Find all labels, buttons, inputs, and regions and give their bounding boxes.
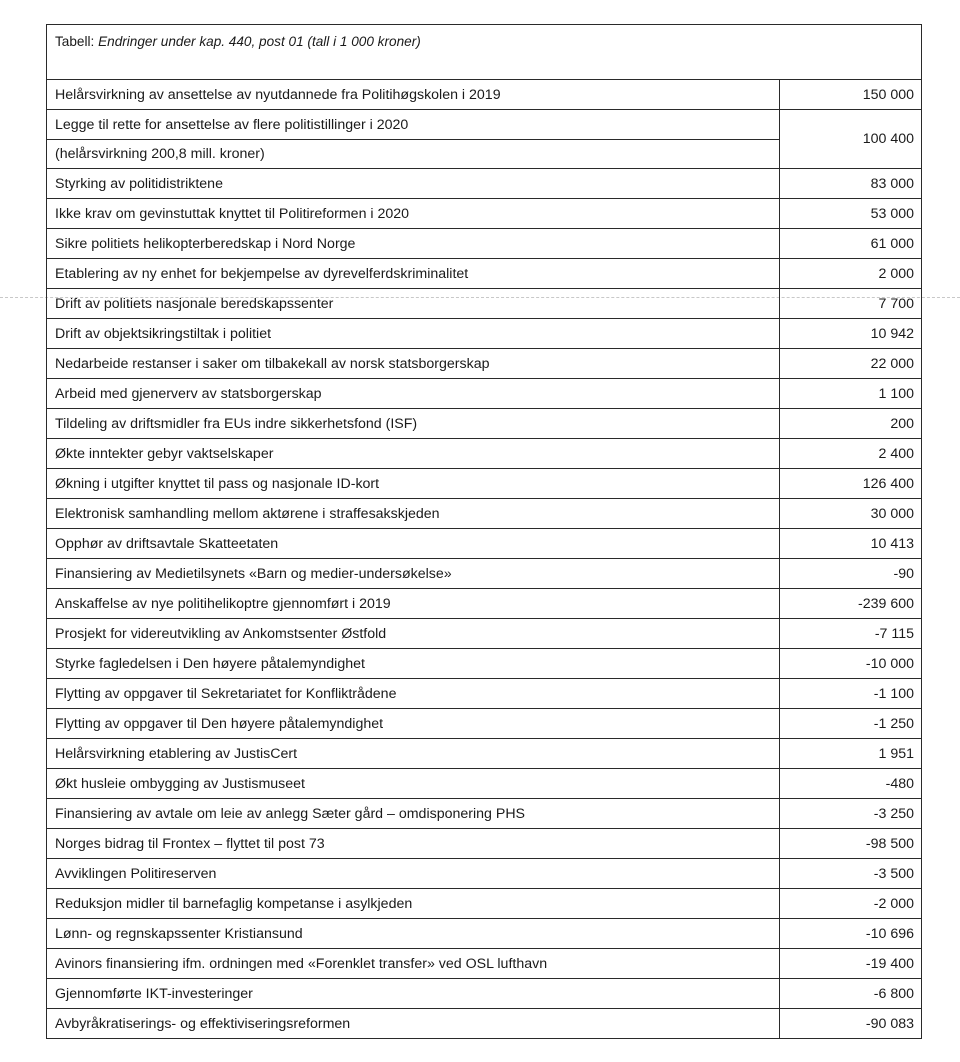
- row-amount: 83 000: [780, 169, 922, 199]
- table-row: [47, 919, 922, 949]
- row-description: Avinors finansiering ifm. ordningen med «Forenklet transfer» ved OSL lufthavn: [47, 949, 780, 979]
- table-row: [47, 769, 922, 799]
- row-amount: -3 500: [780, 859, 922, 889]
- table-row: [47, 379, 922, 409]
- table-row: [47, 679, 922, 709]
- row-description: Gjennomførte IKT-investeringer: [47, 979, 780, 1009]
- row-amount: -3 250: [780, 799, 922, 829]
- row-description: Opphør av driftsavtale Skatteetaten: [47, 529, 780, 559]
- row-description: Finansiering av avtale om leie av anlegg Sæter gård – omdisponering PHS: [47, 799, 780, 829]
- row-amount: 200: [780, 409, 922, 439]
- table-row: [47, 409, 922, 439]
- row-description: Drift av politiets nasjonale beredskapssenter: [47, 289, 780, 319]
- caption-label: Tabell:: [55, 34, 99, 49]
- caption-title: Endringer under kap. 440, post 01 (tall i 1 000 kroner): [98, 34, 421, 49]
- table-row: [47, 619, 922, 649]
- row-amount: 1 951: [780, 739, 922, 769]
- row-description: Norges bidrag til Frontex – flyttet til post 73: [47, 829, 780, 859]
- table-row: [47, 259, 922, 289]
- row-amount: 126 400: [780, 469, 922, 499]
- row-description: Helårsvirkning etablering av JustisCert: [47, 739, 780, 769]
- row-amount: -1 250: [780, 709, 922, 739]
- table-row: [47, 979, 922, 1009]
- row-amount: 1 100: [780, 379, 922, 409]
- table-body: [47, 25, 922, 1039]
- row-description: Avviklingen Politireserven: [47, 859, 780, 889]
- row-amount: -90: [780, 559, 922, 589]
- table-row: [47, 80, 922, 110]
- table-row: [47, 229, 922, 259]
- row-description: Flytting av oppgaver til Den høyere påtalemyndighet: [47, 709, 780, 739]
- row-description: Sikre politiets helikopterberedskap i Nord Norge: [47, 229, 780, 259]
- row-description: Anskaffelse av nye politihelikoptre gjennomført i 2019: [47, 589, 780, 619]
- table-row: [47, 799, 922, 829]
- table-row: [47, 559, 922, 589]
- table-row: [47, 709, 922, 739]
- row-amount: 100 400: [780, 110, 922, 169]
- row-description-line: (helårsvirkning 200,8 mill. kroner): [47, 139, 779, 168]
- row-amount: -480: [780, 769, 922, 799]
- row-description: Helårsvirkning av ansettelse av nyutdannede fra Politihøgskolen i 2019: [47, 80, 780, 110]
- table-row: [47, 199, 922, 229]
- row-description: Lønn- og regnskapssenter Kristiansund: [47, 919, 780, 949]
- row-amount: -2 000: [780, 889, 922, 919]
- row-amount: 10 942: [780, 319, 922, 349]
- row-description-line: Legge til rette for ansettelse av flere politistillinger i 2020: [55, 116, 409, 133]
- row-description: Finansiering av Medietilsynets «Barn og medier-undersøkelse»: [47, 559, 780, 589]
- row-description: Økte inntekter gebyr vaktselskaper: [47, 439, 780, 469]
- row-description: Tildeling av driftsmidler fra EUs indre sikkerhetsfond (ISF): [47, 409, 780, 439]
- table-row: [47, 349, 922, 379]
- table-row: [47, 439, 922, 469]
- row-description: Ikke krav om gevinstuttak knyttet til Politireformen i 2020: [47, 199, 780, 229]
- caption-row: [47, 25, 922, 80]
- row-amount: 61 000: [780, 229, 922, 259]
- row-amount: 2 000: [780, 259, 922, 289]
- table-caption: [47, 25, 922, 80]
- row-amount: 10 413: [780, 529, 922, 559]
- row-description: Økning i utgifter knyttet til pass og nasjonale ID-kort: [47, 469, 780, 499]
- row-amount: 2 400: [780, 439, 922, 469]
- table-row: [47, 649, 922, 679]
- row-amount: -239 600: [780, 589, 922, 619]
- row-description: Nedarbeide restanser i saker om tilbakekall av norsk statsborgerskap: [47, 349, 780, 379]
- table-row: [47, 739, 922, 769]
- table-row: [47, 169, 922, 199]
- row-amount: 22 000: [780, 349, 922, 379]
- row-description: Reduksjon midler til barnefaglig kompetanse i asylkjeden: [47, 889, 780, 919]
- table-row: [47, 1009, 922, 1039]
- row-description: [47, 110, 780, 169]
- table-row: [47, 499, 922, 529]
- table-row: [47, 889, 922, 919]
- row-description: Styrke fagledelsen i Den høyere påtalemyndighet: [47, 649, 780, 679]
- row-description: Etablering av ny enhet for bekjempelse av dyrevelferdskriminalitet: [47, 259, 780, 289]
- table-row: [47, 589, 922, 619]
- row-amount: -98 500: [780, 829, 922, 859]
- row-description: Drift av objektsikringstiltak i politiet: [47, 319, 780, 349]
- row-description: Styrking av politidistriktene: [47, 169, 780, 199]
- budget-changes-table: [46, 24, 922, 1039]
- row-description: Økt husleie ombygging av Justismuseet: [47, 769, 780, 799]
- table-row: [47, 319, 922, 349]
- row-amount: -7 115: [780, 619, 922, 649]
- row-amount: 53 000: [780, 199, 922, 229]
- table-row: [47, 289, 922, 319]
- row-description: Prosjekt for videreutvikling av Ankomstsenter Østfold: [47, 619, 780, 649]
- row-amount: -10 000: [780, 649, 922, 679]
- row-amount: -19 400: [780, 949, 922, 979]
- table-row: [47, 949, 922, 979]
- table-row: [47, 469, 922, 499]
- row-amount: 150 000: [780, 80, 922, 110]
- row-amount: -1 100: [780, 679, 922, 709]
- row-amount: -6 800: [780, 979, 922, 1009]
- row-description: Elektronisk samhandling mellom aktørene i straffesakskjeden: [47, 499, 780, 529]
- row-amount: -10 696: [780, 919, 922, 949]
- row-description: Avbyråkratiserings- og effektiviseringsreformen: [47, 1009, 780, 1039]
- row-description: Arbeid med gjenerverv av statsborgerskap: [47, 379, 780, 409]
- row-amount: 30 000: [780, 499, 922, 529]
- row-amount: -90 083: [780, 1009, 922, 1039]
- row-description: Flytting av oppgaver til Sekretariatet for Konfliktrådene: [47, 679, 780, 709]
- table-row: [47, 859, 922, 889]
- table-row: [47, 110, 922, 169]
- table-row: [47, 529, 922, 559]
- table-row: [47, 829, 922, 859]
- row-amount: 7 700: [780, 289, 922, 319]
